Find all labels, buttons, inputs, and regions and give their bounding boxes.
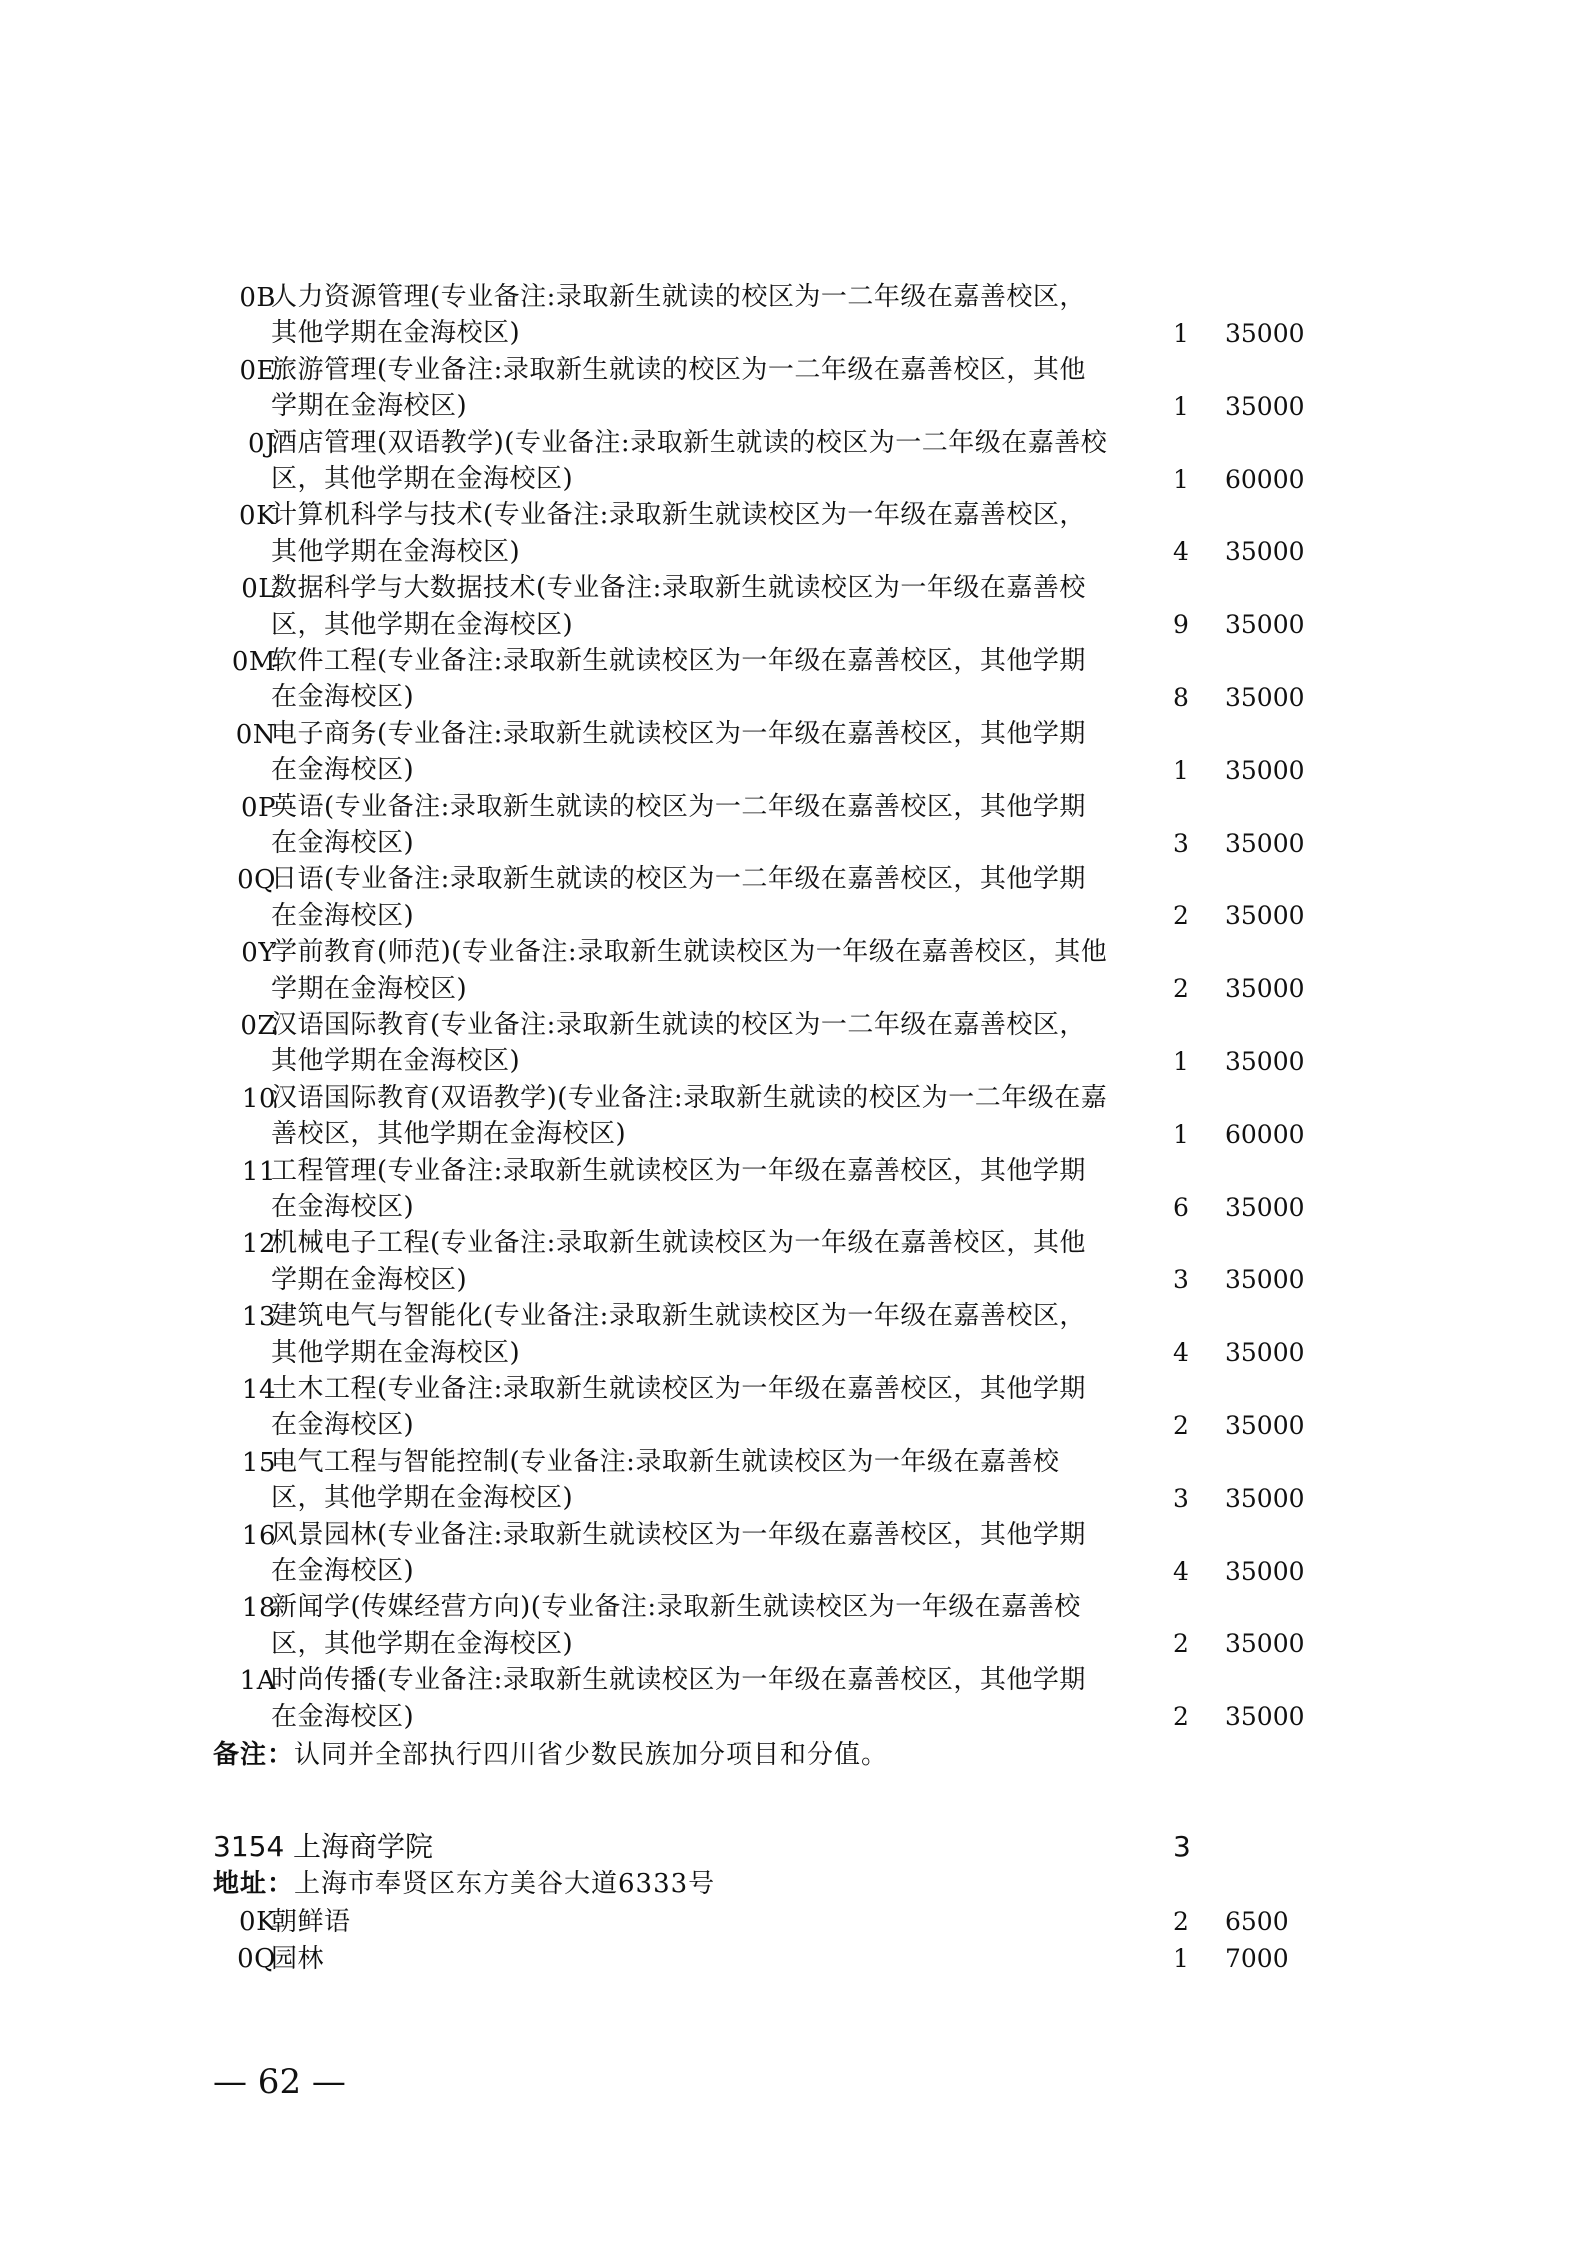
major-fee: 35000: [1225, 391, 1305, 421]
major-name: 土木工程(专业备注:录取新生就读校区为一年级在嘉善校区，其他学期在金海校区): [271, 1373, 1086, 1441]
major-row: [213, 1225, 1313, 1298]
major-list: [213, 279, 1313, 1735]
major-code: 0J: [248, 428, 276, 459]
major-row: [213, 425, 1313, 498]
major-count: 6: [1173, 1192, 1189, 1222]
major-row: [213, 279, 1313, 352]
major-count: 4: [1173, 1338, 1189, 1368]
major-fee: 35000: [1225, 828, 1305, 858]
major-code: 0L: [241, 574, 276, 605]
major-count: 4: [1173, 1556, 1189, 1586]
major-row: [213, 1904, 1313, 1941]
major-fee: 35000: [1225, 1192, 1305, 1222]
school-count: 3: [1173, 1830, 1191, 1863]
school-code: 3154: [213, 1830, 285, 1863]
major-fee: 35000: [1225, 1265, 1305, 1295]
major-row: [213, 1007, 1313, 1080]
address-text: 上海市奉贤区东方美谷大道6333号: [294, 1869, 716, 1899]
major-count: 2: [1173, 1629, 1189, 1659]
major-count: 1: [1173, 1944, 1189, 1973]
major-code: 0P: [240, 792, 276, 823]
major-fee: 60000: [1225, 464, 1305, 494]
major-name: 英语(专业备注:录取新生就读的校区为一二年级在嘉善校区，其他学期在金海校区): [271, 791, 1086, 858]
major-name: 机械电子工程(专业备注:录取新生就读校区为一年级在嘉善校区，其他学期在金海校区): [271, 1228, 1086, 1295]
major-code: 12: [241, 1229, 276, 1260]
major-fee: 35000: [1225, 537, 1305, 567]
major-count: 1: [1173, 391, 1189, 421]
major-code: 0B: [239, 283, 276, 313]
major-count: 1: [1173, 1119, 1189, 1149]
major-code: 13: [241, 1302, 276, 1333]
major-count: 2: [1173, 1907, 1189, 1936]
major-row: [213, 1444, 1313, 1517]
major-row: [213, 934, 1313, 1007]
major-fee: 35000: [1225, 755, 1305, 785]
major-code: 0M: [231, 646, 276, 677]
major-name: 建筑电气与智能化(专业备注:录取新生就读校区为一年级在嘉善校区，其他学期在金海校区): [271, 1301, 1086, 1368]
major-row: [213, 1371, 1313, 1444]
major-fee: 35000: [1225, 1046, 1305, 1076]
school-heading: [213, 1827, 1313, 1867]
major-fee: 35000: [1225, 1483, 1305, 1513]
major-count: 1: [1173, 319, 1189, 348]
page-number: — 62 —: [213, 2062, 346, 2102]
major-count: 8: [1173, 682, 1189, 712]
major-name: 旅游管理(专业备注:录取新生就读的校区为一二年级在嘉善校区，其他学期在金海校区): [271, 354, 1086, 422]
major-name: 风景园林(专业备注:录取新生就读校区为一年级在嘉善校区，其他学期在金海校区): [271, 1519, 1086, 1586]
major-row: [213, 570, 1313, 643]
major-fee: 60000: [1225, 1119, 1305, 1149]
major-fee: 35000: [1225, 319, 1305, 348]
major-fee: 35000: [1225, 682, 1305, 712]
major-fee: 7000: [1225, 1944, 1289, 1973]
major-code: 0K: [239, 501, 276, 532]
school-address: [213, 1866, 715, 1902]
major-code: 10: [241, 1083, 276, 1114]
major-name: 园林: [271, 1944, 325, 1974]
major-code: 0K: [239, 1907, 276, 1937]
major-count: 2: [1173, 901, 1189, 931]
major-name: 计算机科学与技术(专业备注:录取新生就读校区为一年级在嘉善校区，其他学期在金海校区): [271, 500, 1086, 567]
major-code: 0Q: [237, 1944, 276, 1974]
major-row: [213, 1080, 1313, 1153]
remark-text: 认同并全部执行四川省少数民族加分项目和分值。: [294, 1740, 889, 1770]
major-code: 1A: [239, 1666, 276, 1697]
major-row: [213, 789, 1313, 862]
major-count: 4: [1173, 537, 1189, 567]
major-fee: 35000: [1225, 1338, 1305, 1368]
major-fee: 35000: [1225, 1556, 1305, 1586]
address-label: 地址：: [213, 1869, 295, 1899]
major-fee: 35000: [1225, 1410, 1305, 1440]
school-name: 上海商学院: [293, 1830, 434, 1863]
major-row: [213, 352, 1313, 425]
major-code: 16: [241, 1520, 276, 1551]
major-count: 3: [1173, 1483, 1189, 1513]
major-name: 电气工程与智能控制(专业备注:录取新生就读校区为一年级在嘉善校区，其他学期在金海校区): [271, 1446, 1060, 1514]
remark-label: 备注：: [213, 1740, 295, 1770]
major-name: 工程管理(专业备注:录取新生就读校区为一年级在嘉善校区，其他学期在金海校区): [271, 1155, 1086, 1222]
major-count: 2: [1173, 974, 1189, 1004]
major-count: 9: [1173, 610, 1189, 640]
major-row: [213, 1941, 1313, 1978]
major-name: 汉语国际教育(双语教学)(专业备注:录取新生就读的校区为一二年级在嘉善校区，其他学期在金海校区): [271, 1082, 1108, 1150]
major-code: 18: [241, 1593, 276, 1624]
major-name: 酒店管理(双语教学)(专业备注:录取新生就读的校区为一二年级在嘉善校区，其他学期在金海校区): [271, 427, 1108, 494]
major-code: 0Z: [240, 1010, 276, 1041]
major-code: 0E: [239, 355, 276, 386]
major-fee: 35000: [1225, 974, 1305, 1004]
major-name: 软件工程(专业备注:录取新生就读校区为一年级在嘉善校区，其他学期在金海校区): [271, 645, 1086, 713]
major-code: 11: [241, 1156, 276, 1187]
major-row: [213, 1662, 1313, 1735]
school-major-list: [213, 1904, 1313, 1978]
major-count: 1: [1173, 1046, 1189, 1076]
major-name: 电子商务(专业备注:录取新生就读校区为一年级在嘉善校区，其他学期在金海校区): [271, 718, 1086, 786]
major-code: 15: [241, 1447, 276, 1478]
major-row: [213, 1589, 1313, 1662]
major-name: 朝鲜语: [271, 1907, 351, 1937]
major-count: 2: [1173, 1702, 1189, 1732]
major-name: 时尚传播(专业备注:录取新生就读校区为一年级在嘉善校区，其他学期在金海校区): [271, 1665, 1086, 1732]
major-fee: 35000: [1225, 1702, 1305, 1732]
major-name: 日语(专业备注:录取新生就读的校区为一二年级在嘉善校区，其他学期在金海校区): [271, 864, 1086, 931]
major-row: [213, 497, 1313, 570]
major-name: 人力资源管理(专业备注:录取新生就读的校区为一二年级在嘉善校区，其他学期在金海校区): [271, 282, 1086, 349]
major-row: [213, 643, 1313, 716]
major-row: [213, 1298, 1313, 1371]
major-code: 0N: [235, 719, 276, 750]
major-count: 3: [1173, 828, 1189, 858]
major-count: 2: [1173, 1410, 1189, 1440]
major-code: 14: [241, 1374, 276, 1405]
major-code: 0Y: [241, 938, 276, 969]
major-row: [213, 716, 1313, 789]
major-count: 1: [1173, 464, 1189, 494]
remark: [213, 1737, 888, 1773]
major-name: 学前教育(师范)(专业备注:录取新生就读校区为一年级在嘉善校区，其他学期在金海校区): [271, 937, 1108, 1004]
major-row: [213, 1517, 1313, 1590]
major-code: 0Q: [237, 865, 276, 896]
major-fee: 35000: [1225, 610, 1305, 640]
major-count: 1: [1173, 755, 1189, 785]
major-fee: 6500: [1225, 1907, 1289, 1936]
major-name: 新闻学(传媒经营方向)(专业备注:录取新生就读校区为一年级在嘉善校区，其他学期在金海校区): [271, 1592, 1081, 1659]
major-row: [213, 1153, 1313, 1226]
major-fee: 35000: [1225, 901, 1305, 931]
major-fee: 35000: [1225, 1629, 1305, 1659]
major-name: 数据科学与大数据技术(专业备注:录取新生就读校区为一年级在嘉善校区，其他学期在金海校区): [271, 573, 1086, 640]
major-name: 汉语国际教育(专业备注:录取新生就读的校区为一二年级在嘉善校区，其他学期在金海校区): [271, 1009, 1086, 1077]
major-row: [213, 861, 1313, 934]
major-count: 3: [1173, 1265, 1189, 1295]
